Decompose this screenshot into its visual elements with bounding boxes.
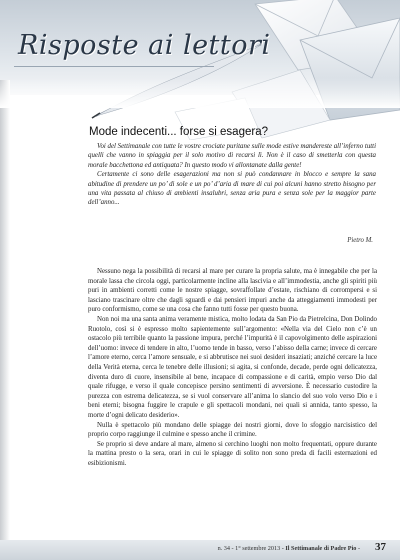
envelope-icon [232,0,400,138]
letter-paragraph: Certamente ci sono delle esagerazioni ma non si può condannare in blocco e sempre la sana abitudine di prendere un po’ di sole e un po’ d’aria di mare di cui poi alcuni hanno stretto bisogno per una vita passata al chiuso di ambienti insalubri, senza aria pura e senza sole per la maggior parte dell’anno... [88,171,376,207]
header-fade [0,78,400,108]
article-paragraph: Nulla è spettacolo più mondano delle spiagge dei nostri giorni, dove lo sfoggio narcisistico del proprio corpo raggiunge il culmine e spesso anche il crimine. [88,421,377,439]
issue-number: n. 34 [217,545,230,552]
page-number: 37 [375,541,386,553]
letters-envelope-illustration [0,0,400,140]
publication-name: Il Settimanale di Padre Pio [285,545,357,552]
reader-letter [88,142,376,208]
letter-signature: Pietro M. [347,237,373,244]
article-body [88,267,377,468]
article-paragraph: Non noi ma una santa anima veramente mistica, molto lodata da San Pio da Pietrelcina, Don Dolindo Ruotolo, così si è espresso molto sapientemente sull’argomento: «Nella via del Cielo non c’è un ostacolo più terribile quanto la passione impura, perché l’impurità è il capovolgimento delle aspirazioni dell’uomo: invece di tendere in alto, l’uomo tende in basso, verso l’abisso della carne; invece di cercare l’amore eterno, cerca l’amore sensuale, e si abbrutisce nei suoi desideri insaziati; anziché cercare la luce della Verità eterna, cerca le tenebre delle illusioni; si agita, si confonde, decade, perde ogni delicatezza, diventa duro di cuore, insensibile al bene, incapace di compassione e di carità, empio verso Dio dal quale rifugge, e verso il quale concepisce persino sentimenti di avversione. È necessario custodire la purezza con estrema delicatezza, se si vuol conservare all’anima lo slancio del suo volo verso Dio e i beni eterni; bisogna fuggire le crapule e gli spettacoli mondani, nei quali si annida, tanto spesso, la morte d’ogni delicato desiderio». [88,315,377,419]
issue-date: 1° settembre 2013 [235,545,281,552]
article-paragraph: Nessuno nega la possibilità di recarsi al mare per curare la propria salute, ma è innegabile che per la morale lassa che circola oggi, particolarmente incline alla lascivia e all’immodestia, anche gli spiriti più puri in ambienti corretti come le nostre spiagge, sovraffollate d’estate, rischiano di corrompersi e si lasciano trascinare oltre che dagli sguardi e dai pensieri impuri anche da atteggiamenti immodesti per puro conformismo, come se una cosa che fanno tutti fosse per questo buona. [88,268,377,314]
section-title: Risposte ai lettori [18,30,271,61]
letter-paragraph: Voi del Settimanale con tutte le vostre crociate puritane sulle mode estive mandereste all’inferno tutti quelli che vanno in spiaggia per il solo motivo di recarsi lì. Non è il caso di smetterla con questa morale bacchettona ed antiquata? In questo modo vi allontanate dalla gente! [88,143,377,169]
page-edge-shadow [0,80,10,540]
article-paragraph: Se proprio si deve andare al mare, almeno si cerchino luoghi non molto frequentati, oppure durante la mattina presto o la sera, orari in cui le spiagge di solito non sono preda di facili esternazioni ed esibizionismi. [88,440,377,467]
footer-issue-info: n. 34 - 1° settembre 2013 - Il Settimanale di Padre Pio - [217,545,360,552]
article-title: Mode indecenti... forse si esagera? [89,126,268,138]
title-underline [14,66,214,67]
